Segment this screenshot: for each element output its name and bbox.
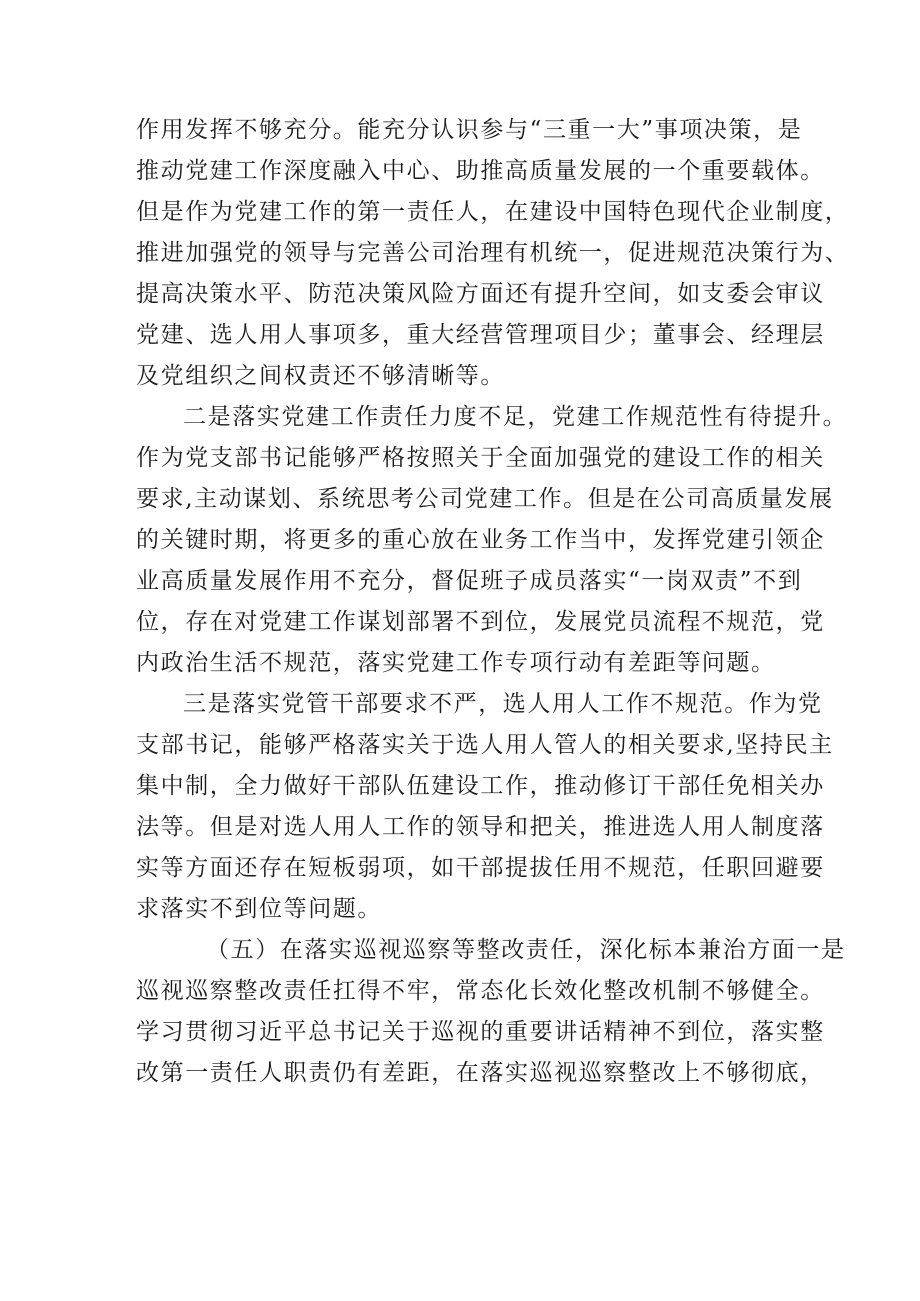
text-line: 位，存在对党建工作谋划部署不到位，发展党员流程不规范，党 xyxy=(136,609,825,635)
text-line: 学习贯彻习近平总书记关于巡视的重要讲话精神不到位，落实整 xyxy=(136,1019,825,1045)
text-line: 推动党建工作深度融入中心、助推高质量发展的一个重要载体。 xyxy=(136,158,825,184)
text-line: 推进加强党的领导与完善公司治理有机统一，促进规范决策行为、 xyxy=(136,240,850,266)
section-heading-line: （五）在落实巡视巡察等整改责任，深化标本兼治方面一是 xyxy=(206,937,846,963)
text-line: 的关键时期，将更多的重心放在业务工作当中，发挥党建引领企 xyxy=(136,527,825,553)
document-body xyxy=(136,110,850,1094)
text-line: 提高决策水平、防范决策风险方面还有提升空间，如支委会审议 xyxy=(136,281,825,307)
paragraph-heading-line: 二是落实党建工作责任力度不足，党建工作规范性有待提升。 xyxy=(183,404,848,430)
text-line: 求落实不到位等问题。 xyxy=(136,896,382,922)
text-line: 巡视巡察整改责任扛得不牢，常态化长效化整改机制不够健全。 xyxy=(136,978,825,1004)
text-line: 要求,主动谋划、系统思考公司党建工作。但是在公司高质量发展 xyxy=(136,486,834,512)
text-line: 但是作为党建工作的第一责任人，在建设中国特色现代企业制度， xyxy=(136,199,850,225)
text-line: 业高质量发展作用不充分，督促班子成员落实“一岗双责”不到 xyxy=(136,568,803,594)
text-line: 内政治生活不规范，落实党建工作专项行动有差距等问题。 xyxy=(136,650,776,676)
text-line: 实等方面还存在短板弱项，如干部提拔任用不规范，任职回避要 xyxy=(136,855,825,881)
text-line: 作用发挥不够充分。能充分认识参与“三重一大”事项决策，是 xyxy=(136,117,803,143)
text-line: 及党组织之间权责还不够清晰等。 xyxy=(136,363,505,389)
text-line: 法等。但是对选人用人工作的领导和把关，推进选人用人制度落 xyxy=(136,814,825,840)
text-line: 作为党支部书记能够严格按照关于全面加强党的建设工作的相关 xyxy=(136,445,825,471)
text-line: 改第一责任人职责仍有差距，在落实巡视巡察整改上不够彻底， xyxy=(136,1060,825,1086)
text-line: 集中制，全力做好干部队伍建设工作，推动修订干部任免相关办 xyxy=(136,773,825,799)
paragraph-heading-line: 三是落实党管干部要求不严，选人用人工作不规范。作为党 xyxy=(183,691,823,717)
text-line: 党建、选人用人事项多，重大经营管理项目少；董事会、经理层 xyxy=(136,322,825,348)
text-line: 支部书记，能够严格落实关于选人用人管人的相关要求,坚持民主 xyxy=(136,732,834,758)
